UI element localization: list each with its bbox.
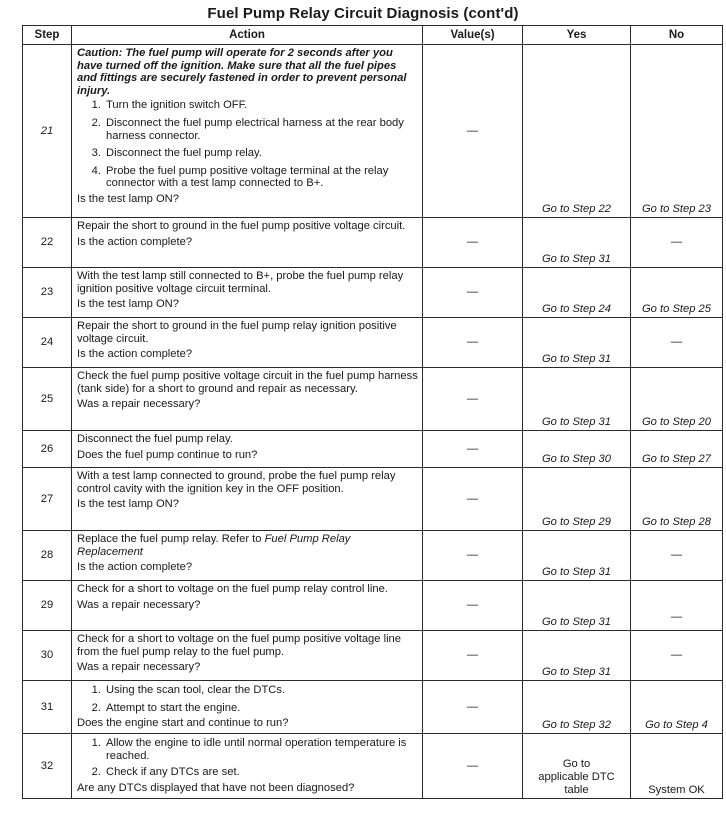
substep [77,147,418,160]
no-cell [631,268,723,318]
value-cell [423,218,523,268]
substep-text: Attempt to start the engine. [106,701,241,714]
substep-text: Disconnect the fuel pump relay. [106,147,262,160]
caution-text: Caution: The fuel pump will operate for 2 seconds after you have turned off the ignition. Make sure that all the fuel pipes and fittings are securely fastened in order to prevent personal injury. [77,47,407,97]
table-row [23,431,723,468]
value-cell [423,531,523,581]
no-link[interactable]: Go to Step 20 [641,416,712,429]
yes-link[interactable]: Go to Step 32 [541,719,612,732]
table-row [23,681,723,734]
table-row [23,218,723,268]
yes-link[interactable]: Go to Step 31 [541,253,612,266]
substep [77,117,418,142]
action-cell [72,531,423,581]
action-text: Repair the short to ground in the fuel pump relay ignition positive voltage circuit. [77,320,397,345]
yes-link[interactable]: Go to Step 31 [541,353,612,366]
action-cell [72,218,423,268]
table-row [23,734,723,799]
action-cell [72,468,423,531]
value-cell [423,318,523,368]
action-text: With the test lamp still connected to B+, probe the fuel pump relay ignition positive voltage circuit terminal. [77,270,404,295]
value-text: — [466,700,479,713]
action-cell [72,581,423,631]
no-cell [631,318,723,368]
value-cell [423,581,523,631]
substep [77,99,418,112]
action-cell [72,631,423,681]
table-row [23,468,723,531]
value-text: — [466,442,479,455]
question-text: Is the action complete? [77,561,193,574]
no-cell [631,681,723,734]
yes-cell [523,734,631,799]
action-text: Check the fuel pump positive voltage circuit in the fuel pump harness (tank side) for a short to ground and repair as necessary. [77,370,418,395]
page-title: Fuel Pump Relay Circuit Diagnosis (cont'd) [207,5,519,22]
action-cell [72,45,423,218]
action-text: Check for a short to voltage on the fuel pump relay control line. [77,583,388,595]
value-text: — [466,286,479,299]
yes-link[interactable]: Go to Step 31 [541,416,612,429]
step-number: 28 [23,531,72,581]
action-text: Repair the short to ground in the fuel pump positive voltage circuit. [77,220,406,232]
action-cell [72,734,423,799]
yes-cell [523,45,631,218]
substep-text: Check if any DTCs are set. [106,766,240,779]
value-cell [423,368,523,431]
question-text: Does the engine start and continue to run? [77,717,289,730]
step-number: 26 [23,431,72,468]
value-text: — [466,649,479,662]
table-row [23,581,723,631]
question-text: Is the test lamp ON? [77,298,179,311]
substep-number: 1. [91,737,101,749]
substep-number: 3. [91,147,101,160]
column-header-yes: Yes [523,26,631,45]
step-number: 32 [23,734,72,799]
substep-number: 2. [91,116,101,129]
action-text [77,533,418,558]
table-row [23,45,723,218]
no-link[interactable]: Go to Step 27 [641,453,712,466]
yes-link[interactable]: Go to Step 29 [541,516,612,529]
question-text: Is the test lamp ON? [77,192,179,205]
step-number: 23 [23,268,72,318]
no-cell [631,218,723,268]
column-header-action: Action [72,26,423,45]
table-row [23,531,723,581]
question-text: Was a repair necessary? [77,661,201,674]
action-cell [72,368,423,431]
substep-number: 1. [91,99,101,112]
yes-cell [523,368,631,431]
value-cell [423,45,523,218]
step-number: 25 [23,368,72,431]
yes-cell [523,431,631,468]
no-link[interactable]: Go to Step 23 [641,203,712,216]
no-result: System OK [648,784,705,796]
step-number: 30 [23,631,72,681]
yes-link[interactable]: Go to Step 31 [541,566,612,579]
no-cell [631,734,723,799]
value-text: — [466,492,479,505]
substep-text: Disconnect the fuel pump electrical harness at the rear body harness connector. [106,116,404,142]
question-text: Was a repair necessary? [77,598,201,611]
substep-text: Probe the fuel pump positive voltage terminal at the relay connector with a test lamp connected to B+. [106,164,389,190]
step-number: 24 [23,318,72,368]
yes-link[interactable]: Go to Step 24 [541,303,612,316]
yes-cell [523,268,631,318]
value-cell [423,631,523,681]
diagnosis-table [22,25,723,799]
table-header-row [23,26,723,45]
action-cell [72,681,423,734]
action-text: Disconnect the fuel pump relay. [77,433,233,445]
value-text: — [466,124,479,137]
column-header-no: No [631,26,723,45]
yes-link[interactable]: Go to Step 30 [541,453,612,466]
substep [77,702,418,715]
yes-cell [523,318,631,368]
value-cell [423,468,523,531]
no-text: — [670,236,683,249]
step-number: 29 [23,581,72,631]
column-header-value: Value(s) [423,26,523,45]
no-cell [631,531,723,581]
value-text: — [466,549,479,562]
step-number: 21 [23,45,72,218]
no-text: — [670,611,683,624]
yes-link[interactable]: Go to Step 22 [541,203,612,216]
substep [77,766,418,779]
yes-cell [523,468,631,531]
value-text: — [466,759,479,772]
substep-number: 1. [91,684,101,696]
action-text: With a test lamp connected to ground, probe the fuel pump relay control cavity with the ignition key in the OFF position. [77,470,396,495]
no-cell [631,45,723,218]
yes-cell [523,531,631,581]
substep-number: 4. [91,164,101,177]
table-row [23,631,723,681]
no-cell [631,631,723,681]
value-cell [423,681,523,734]
value-cell [423,268,523,318]
yes-cell [523,631,631,681]
value-text: — [466,599,479,612]
value-text: — [466,236,479,249]
yes-cell [523,581,631,631]
reference-link[interactable]: Fuel Pump Relay Replacement [77,533,351,558]
step-number: 22 [23,218,72,268]
question-text: Is the action complete? [77,235,193,248]
question-text: Does the fuel pump continue to run? [77,448,258,461]
question-text: Is the test lamp ON? [77,498,179,511]
yes-link[interactable]: Go to Step 31 [541,616,612,629]
substep-text: Turn the ignition switch OFF. [106,99,248,112]
value-text: — [466,392,479,405]
substep-text: Using the scan tool, clear the DTCs. [106,684,286,696]
no-cell [631,581,723,631]
action-cell [72,431,423,468]
no-cell [631,468,723,531]
action-cell [72,318,423,368]
action-text: Check for a short to voltage on the fuel pump positive voltage line from the fuel pump relay to the fuel pump. [77,633,402,658]
step-number: 27 [23,468,72,531]
substep-number: 2. [91,766,101,779]
table-row [23,368,723,431]
table-row [23,268,723,318]
step-number: 31 [23,681,72,734]
no-text: — [670,649,683,662]
no-text: — [670,336,683,349]
substep [77,737,418,762]
substep [77,165,418,190]
table-row [23,318,723,368]
value-text: — [466,336,479,349]
substep-text: Allow the engine to idle until normal operation temperature is reached. [106,737,407,762]
action-cell [72,268,423,318]
yes-cell [523,681,631,734]
yes-link[interactable]: Go to applicable DTC table [538,758,615,796]
no-text: — [670,549,683,562]
substep-number: 2. [91,701,101,714]
question-text: Was a repair necessary? [77,398,201,411]
column-header-step: Step [23,26,72,45]
substep [77,684,418,697]
question-text: Is the action complete? [77,348,193,361]
value-cell [423,734,523,799]
no-link[interactable]: Go to Step 25 [641,303,712,316]
no-cell [631,431,723,468]
no-link[interactable]: Go to Step 28 [641,516,712,529]
value-cell [423,431,523,468]
yes-link[interactable]: Go to Step 31 [541,666,612,679]
no-cell [631,368,723,431]
no-link[interactable]: Go to Step 4 [645,719,708,732]
action-text-plain: Replace the fuel pump relay. Refer to [77,533,265,545]
yes-cell [523,218,631,268]
question-text: Are any DTCs displayed that have not been diagnosed? [77,781,355,794]
